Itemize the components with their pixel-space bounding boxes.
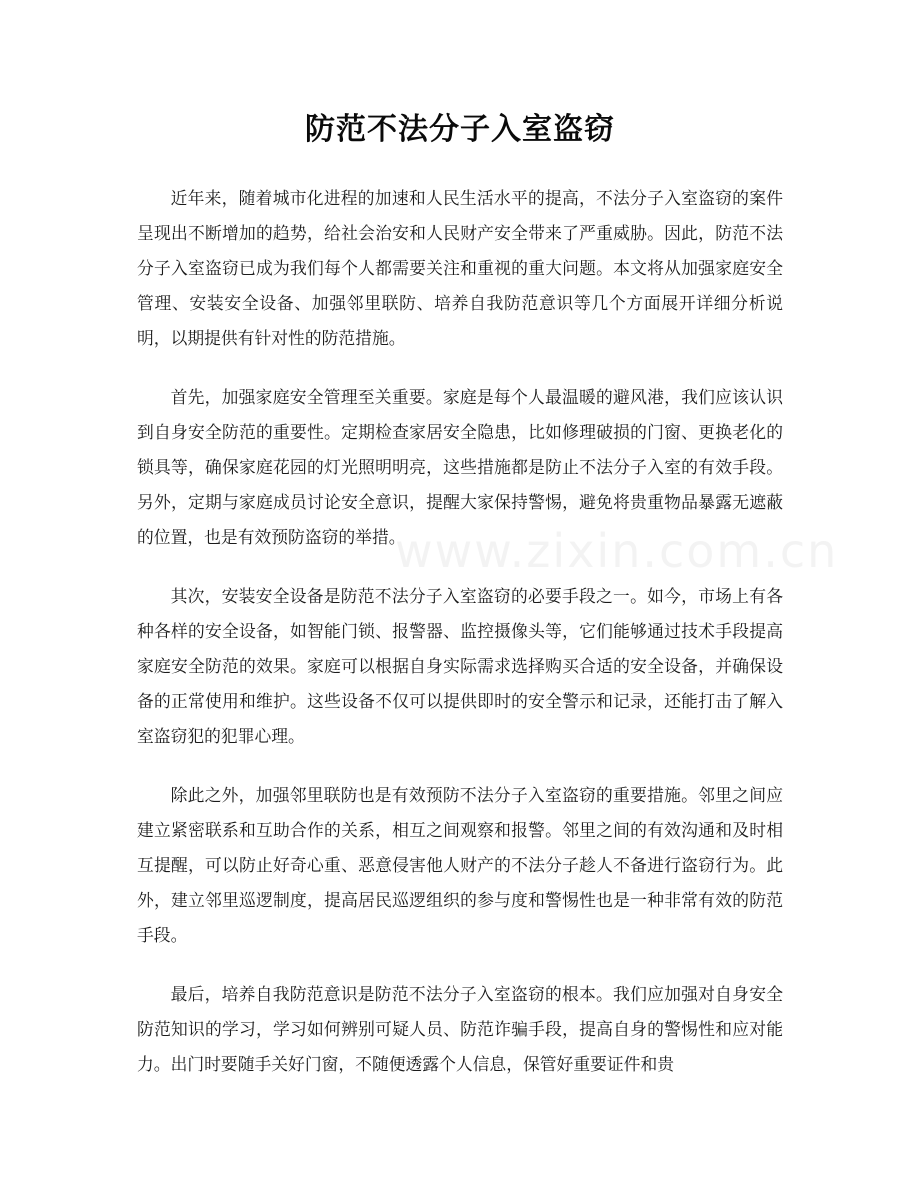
paragraph-3: 其次，安装安全设备是防范不法分子入室盗窃的必要手段之一。如今，市场上有各种各样的安全设备，如智能门锁、报警器、监控摄像头等，它们能够通过技术手段提高家庭安全防范的效果。家庭可以根据自身实际需求选择购买合适的安全设备，并确保设备的正常使用和维护。这些设备不仅可以提供即时的安全警示和记录，还能打击了解入室盗窃犯的犯罪心理。 [137,586,783,746]
document-body [137,181,783,1106]
document-title: 防范不法分子入室盗窃 [305,112,615,147]
paragraph-4: 除此之外，加强邻里联防也是有效预防不法分子入室盗窃的重要措施。邻里之间应建立紧密联系和互助合作的关系，相互之间观察和报警。邻里之间的有效沟通和及时相互提醒，可以防止好奇心重、恶意侵害他人财产的不法分子趁人不备进行盗窃行为。此外，建立邻里巡逻制度，提高居民巡逻组织的参与度和警惕性也是一种非常有效的防范手段。 [137,785,783,945]
watermark: www.zixin.com.cn [395,524,839,578]
paragraph-2: 首先，加强家庭安全管理至关重要。家庭是每个人最温暖的避风港，我们应该认识到自身安全防范的重要性。定期检查家居安全隐患，比如修理破损的门窗、更换老化的锁具等，确保家庭花园的灯光照明明亮，这些措施都是防止不法分子入室的有效手段。另外，定期与家庭成员讨论安全意识，提醒大家保持警惕，避免将贵重物品暴露无遮蔽的位置，也是有效预防盗窃的举措。 [137,387,783,547]
paragraph-5: 最后，培养自我防范意识是防范不法分子入室盗窃的根本。我们应加强对自身安全防范知识的学习，学习如何辨别可疑人员、防范诈骗手段，提高自身的警惕性和应对能力。出门时要随手关好门窗，不随便透露个人信息，保管好重要证件和贵 [137,984,783,1074]
paragraph-1: 近年来，随着城市化进程的加速和人民生活水平的提高，不法分子入室盗窃的案件呈现出不断增加的趋势，给社会治安和人民财产安全带来了严重威胁。因此，防范不法分子入室盗窃已成为我们每个人都需要关注和重视的重大问题。本文将从加强家庭安全管理、安装安全设备、加强邻里联防、培养自我防范意识等几个方面展开详细分析说明，以期提供有针对性的防范措施。 [137,188,783,348]
